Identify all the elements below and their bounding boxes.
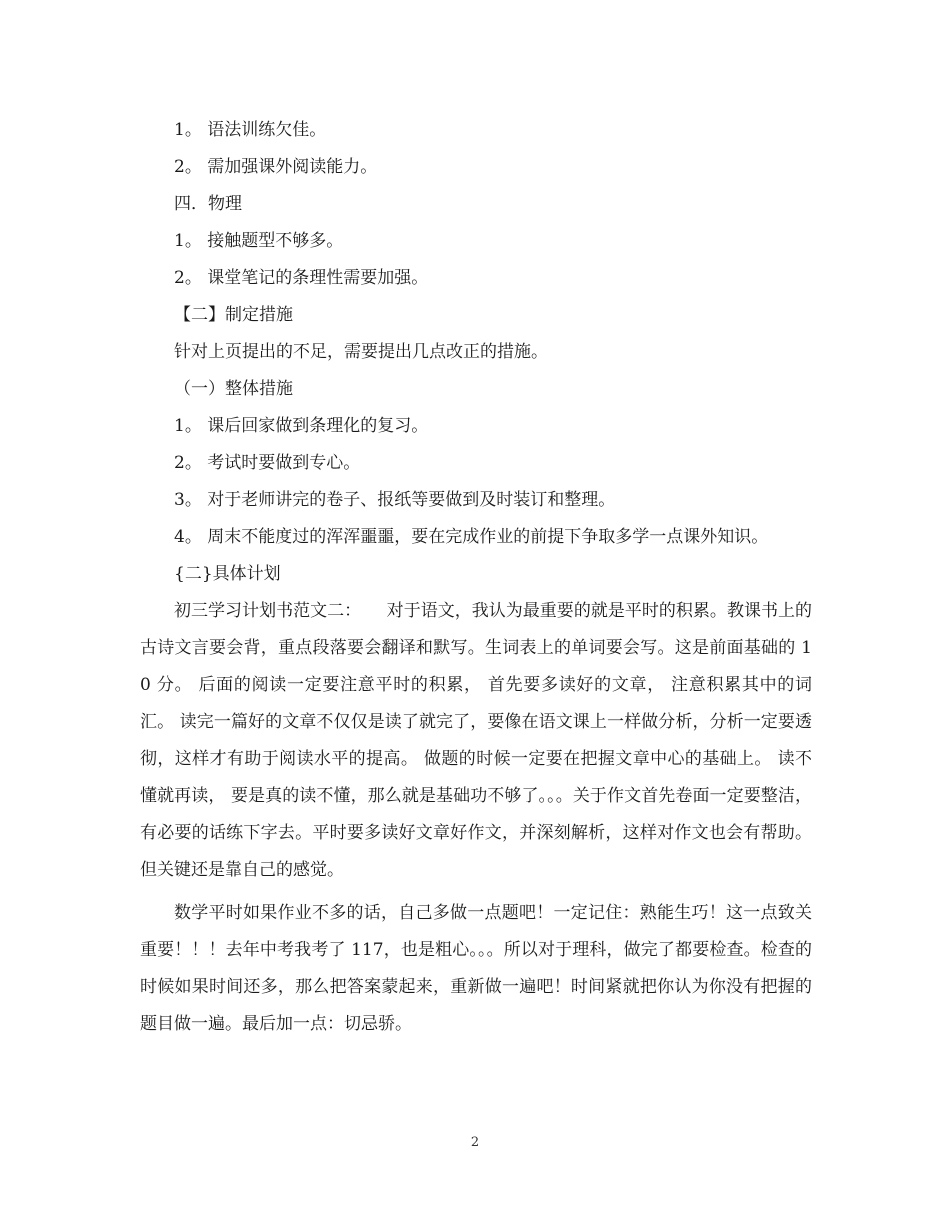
section-heading-physics: 四．物理 (174, 194, 242, 214)
text-line-reading: 2。 需加强课外阅读能力。 (174, 157, 378, 177)
text-line-grammar: 1。 语法训练欠佳。 (174, 120, 327, 140)
document-body (140, 112, 812, 1043)
paragraph-math: 数学平时如果作业不多的话，自己多做一点题吧！一定记住：熟能生巧！这一点致关重要！！！去年中考我考了 117，也是粗心。。。所以对于理科，做完了都要检查。检查的时候如果时间还多，那么把答案蒙起来，重新做一遍吧！时间紧就把你认为你没有把握的题目做一遍。最后加一点：切忌骄。 (140, 903, 812, 1034)
subheading-specific-plan: {二}具体计划 (174, 564, 281, 584)
text-line-review: 1。 课后回家做到条理化的复习。 (174, 416, 429, 436)
text-line-notes: 2。 课堂笔记的条理性需要加强。 (174, 268, 429, 288)
paragraph-chinese: 初三学习计划书范文二： 对于语文，我认为最重要的就是平时的积累。教课书上的古诗文言要会背，重点段落要会翻译和默写。生词表上的单词要会写。这是前面基础的 10 分。 后面的阅读一定要注意平时的积累， 首先要多读好的文章， 注意积累其中的词汇。 读完一篇好的文章不仅仅是读了就完了，要像在语文课上一样做分析，分析一定要透彻，这样才有助于阅读水平的提高。 做题的时候一定要在把握文章中心的基础上。 读不懂就再读， 要是真的读不懂，那么就是基础功不够了。。。关于作文首先卷面一定要整洁，有必要的话练下字去。平时要多读好文章好作文，并深刻解析，这样对作文也会有帮助。但关键还是靠自己的感觉。 (140, 601, 812, 880)
text-line-question-types: 1。 接触题型不够多。 (174, 231, 344, 251)
page-number: 2 (470, 1135, 480, 1150)
section-heading-measures: 【二】制定措施 (174, 305, 293, 325)
subheading-overall-measures: （一）整体措施 (174, 379, 293, 399)
text-line-organize: 3。 对于老师讲完的卷子、报纸等要做到及时装订和整理。 (174, 490, 616, 510)
paragraph-weekend: 4。 周末不能度过的浑浑噩噩，要在完成作业的前提下争取多学一点课外知识。 (174, 527, 769, 547)
text-line-focus: 2。 考试时要做到专心。 (174, 453, 361, 473)
text-line-measures-intro: 针对上页提出的不足，需要提出几点改正的措施。 (174, 342, 548, 362)
